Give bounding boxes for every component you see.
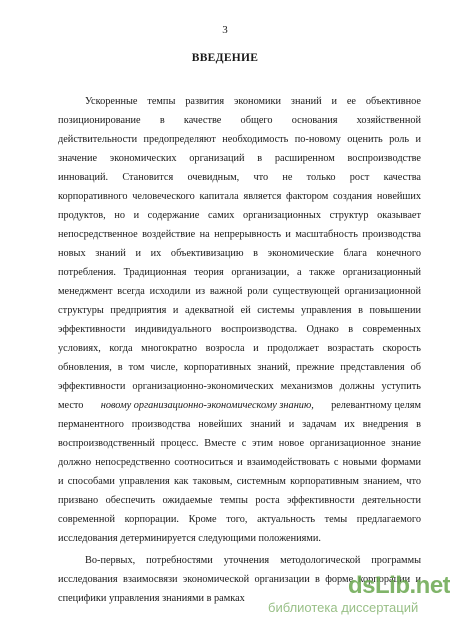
watermark-subtitle: библиотека диссертаций [268,600,419,615]
text-line: воспроизводственный процесс. Вместе с этим новое организационное знание [58,438,421,449]
text-line: условиях, когда многократно возросла и продолжает возрастать скорость [58,343,421,354]
text-line: современной корпорации. Кроме того, актуальность темы предлагаемого [58,514,421,525]
text-line: специфики управления знаниями в рамках [58,593,245,604]
emphasized-text: новому организационно-экономическому знанию, [100,400,314,411]
text-line: значение экономических организаций в расширенном воспроизводстве [58,153,421,164]
text-line: инноваций. Становится очевидным, что не только рост качества [58,172,421,183]
watermark-logo: dsLib.net [348,572,450,599]
text-line: структуры предприятия и адекватной ей системы управления в повышении [58,305,421,316]
text-line: исследования взаимосвязи экономической организации в форме корпорации и [58,574,421,585]
text-line: продуктов, но и содержание самих организационных структур оказывает [58,210,421,221]
text-fragment: релевантному целям [331,400,421,411]
text-line: должно непосредственно соотноситься и взаимодействовать с новыми формами [58,457,421,468]
text-line: и способами управления как таковым, системным корпоративным знанием, что [58,476,421,487]
text-line: позиционирование в качестве общего основания хозяйственной [58,115,421,126]
text-fragment: место [58,400,84,411]
text-line: обновления, в том числе, корпоративных знаний, прежние представления об [58,362,421,373]
text-line: перманентного производства новейших знаний и задачам их внедрения в [58,419,421,430]
text-line: непосредственное воздействие на непрерывность и масштабность производства [58,229,421,240]
watermark [228,566,448,618]
text-line: Ускоренные темпы развития экономики знаний и ее объективное [85,96,421,107]
page-number: 3 [222,24,228,36]
text-line: исследования детерминируется следующими положениями. [58,533,321,544]
text-line: призвано обеспечить ожидаемые темпы роста эффективности деятельности [58,495,421,506]
text-line: новых знаний и их объективизацию в экономические блага конечного [58,248,421,259]
text-line: потребления. Традиционная теория организации, а также организационный [58,267,421,278]
text-line: менеджмент всегда исходили из важной роли существующей организационной [58,286,421,297]
text-line-mixed [58,399,421,412]
text-line: корпоративного человеческого капитала является фактором создания новейших [58,191,421,202]
text-line: действительности предопределяют необходимость по-новому оценить роль и [58,134,421,145]
text-line: эффективности индивидуального воспроизводства. Однако в современных [58,324,421,335]
section-heading: ВВЕДЕНИЕ [191,52,259,64]
text-line: эффективности организационно-экономических механизмов должны уступить [58,381,421,392]
text-line: Во-первых, потребностями уточнения методологической программы [85,555,421,566]
